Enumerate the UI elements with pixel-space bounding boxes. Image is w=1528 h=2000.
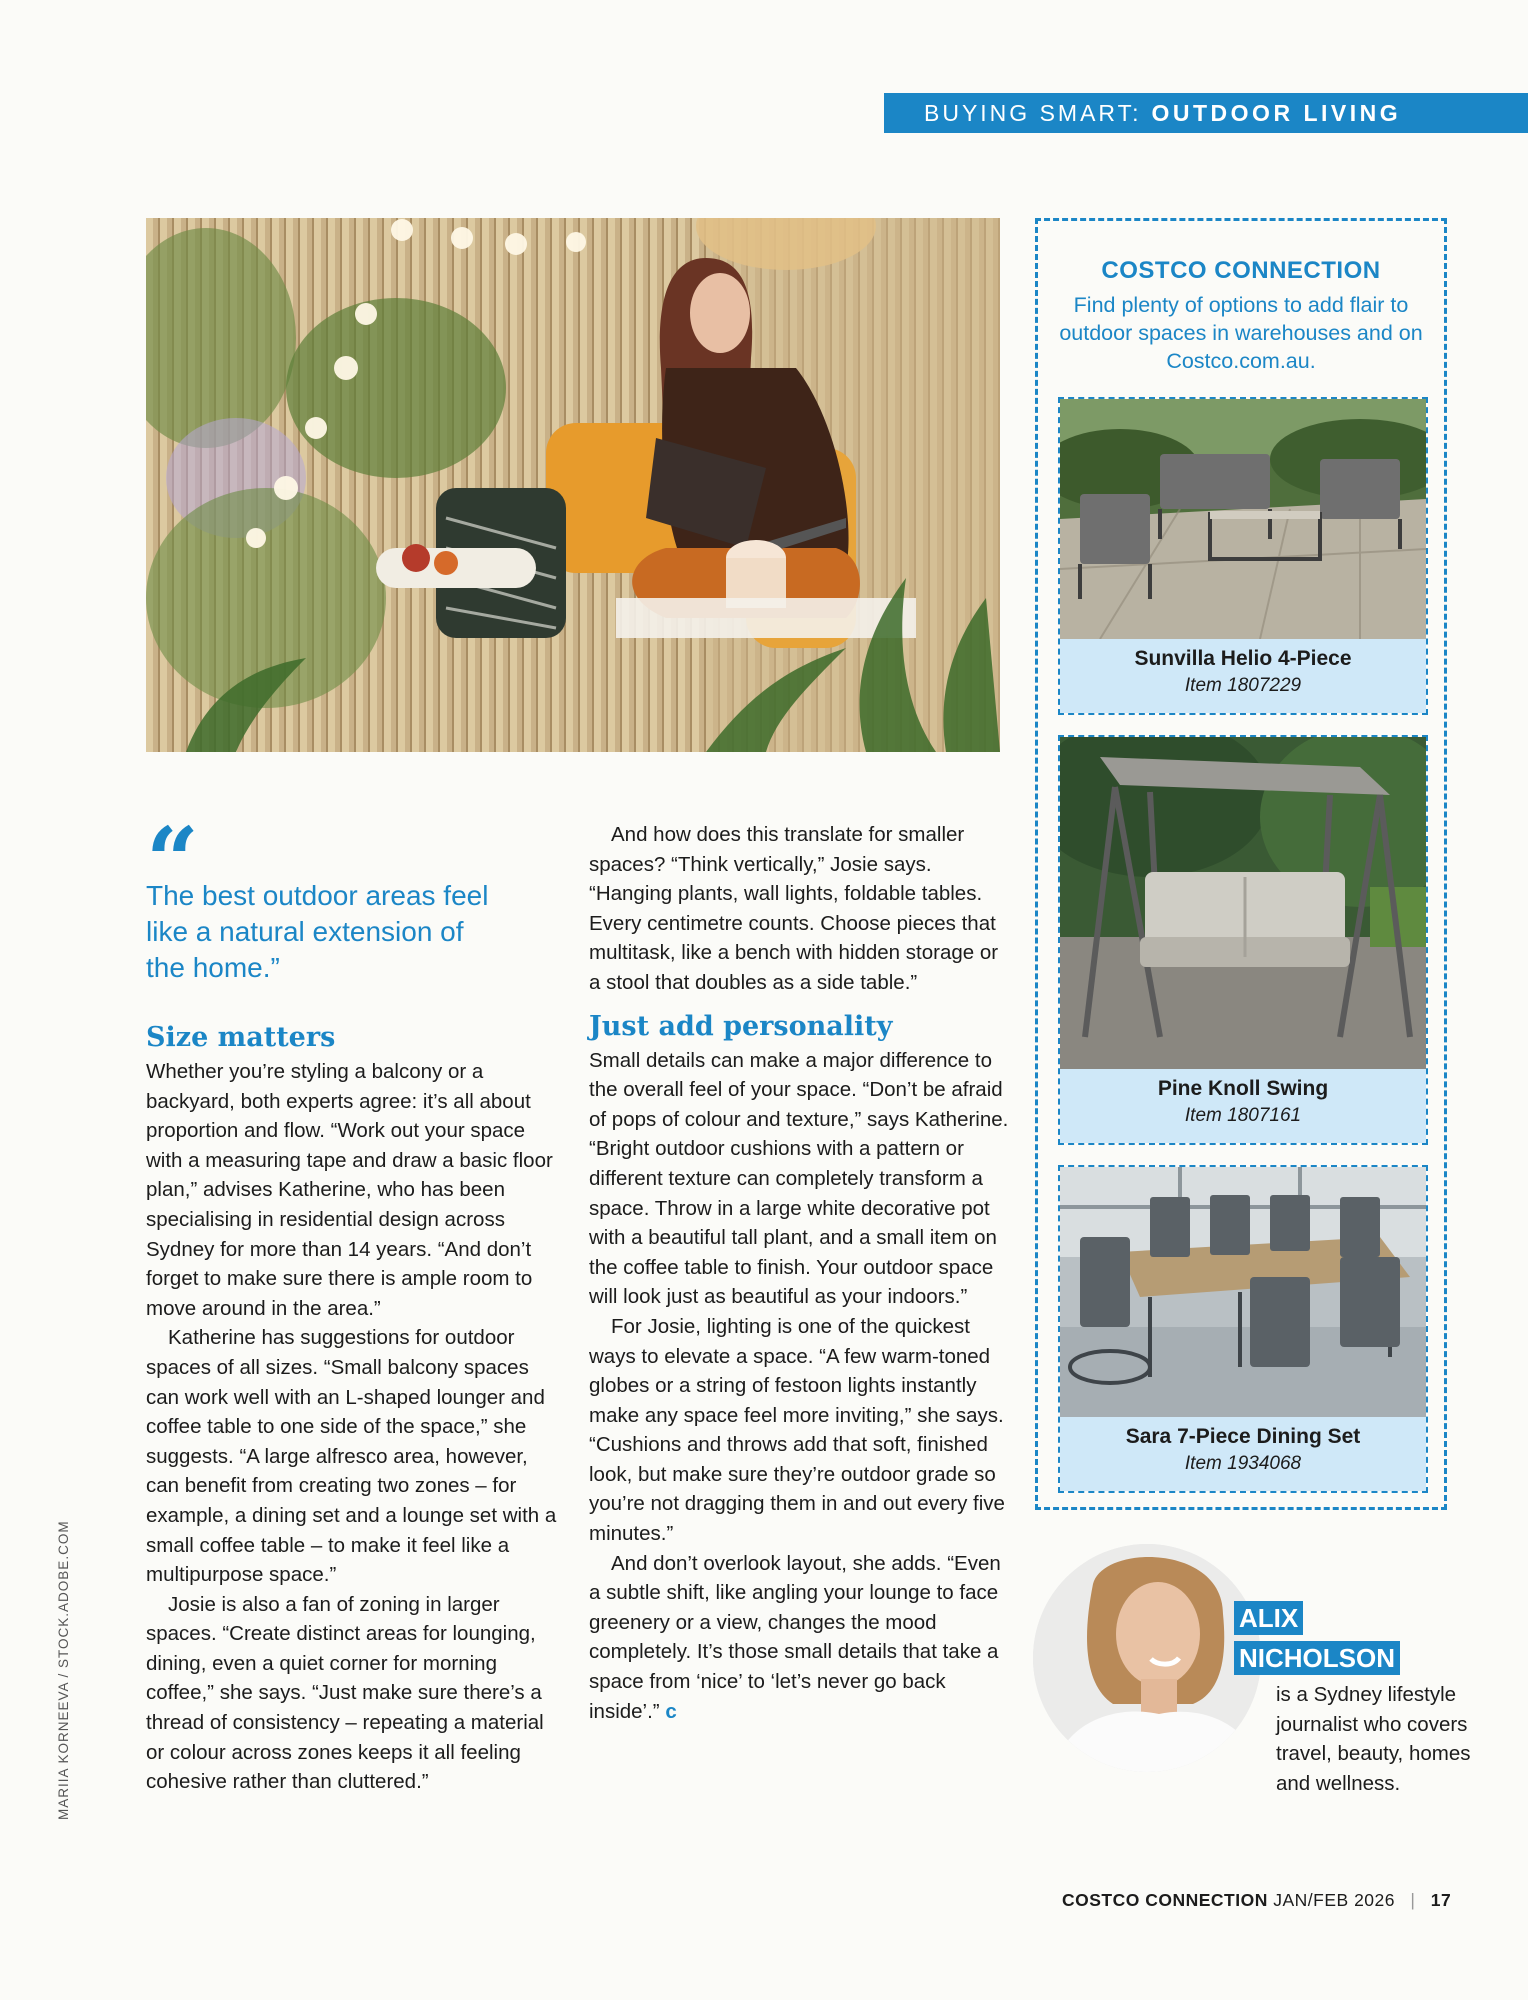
page-number: 17 — [1430, 1890, 1452, 1910]
product-caption — [1060, 639, 1426, 713]
end-mark-icon: c — [665, 1699, 677, 1723]
section-heading-just-add-personality: Just add personality — [589, 1010, 893, 1042]
article-paragraph: Small details can make a major difference to the overall feel of your space. “Don’t be afraid of pops of colour and texture,” says Katherine. “Bright outdoor cushions with a pattern or different texture can completely transform a space. Throw in a large white decorative pot with a beautiful tall plant, and a small item on the coffee table to finish. Your outdoor space will look just as beautiful as your indoors.” — [589, 1048, 1009, 1309]
author-last-name: NICHOLSON — [1234, 1641, 1400, 1675]
photo-credit: MARIIA KORNEEVA / STOCK.ADOBE.COM — [56, 1520, 71, 1820]
product-photo — [1060, 737, 1426, 1069]
hero-photo — [146, 218, 1000, 752]
footer-issue: JAN/FEB 2026 — [1273, 1890, 1395, 1910]
quote-mark: “ — [146, 807, 199, 915]
article-paragraph: Whether you’re styling a balcony or a backyard, both experts agree: it’s all about proportion and flow. “Work out your space with a measuring tape and draw a basic floor plan,” advises Katherine, who has been specialising in residential design across Sydney for more than 14 years. “And don’t forget to make sure there is ample room to move around in the area.” — [146, 1060, 553, 1320]
product-name: Sunvilla Helio 4-Piece — [1134, 647, 1352, 670]
author-bio: is a Sydney lifestyle journalist who covers travel, beauty, homes and wellness. — [1276, 1683, 1471, 1795]
article-paragraph — [589, 1549, 1009, 1727]
product-photo — [1060, 399, 1426, 639]
article-paragraph: Josie is also a fan of zoning in larger spaces. “Create distinct areas for lounging, dining, even a quiet corner for morning coffee,” she says. “Just make sure there’s a thread of consistency – repeating a material or colour across zones keeps it all feeling cohesive rather than cluttered.” — [146, 1592, 544, 1794]
sidebar-title: COSTCO CONNECTION — [1101, 257, 1381, 284]
product-photo — [1060, 1167, 1426, 1417]
article-paragraph: And how does this translate for smaller spaces? “Think vertically,” Josie says. “Hanging plants, wall lights, foldable tables. Every centimetre counts. Choose pieces that multitask, like a bench with hidden storage or a stool that doubles as a side table.” — [589, 823, 999, 994]
article-column-left — [146, 1021, 561, 1797]
footer-publication: COSTCO CONNECTION — [1062, 1890, 1268, 1910]
pull-quote: The best outdoor areas feel like a natural extension of the home.” — [146, 880, 489, 983]
product-name: Sara 7-Piece Dining Set — [1125, 1425, 1361, 1448]
section-label: BUYING SMART: — [924, 99, 1142, 126]
product-card-sunvilla-helio — [1058, 397, 1428, 715]
footer-separator: | — [1410, 1890, 1416, 1910]
article-paragraph-text: And don’t overlook layout, she adds. “Even a subtle shift, like angling your lounge to face greenery or a view, changes the mood completely. It’s those small details that take a space from ‘nice’ to ‘let’s never go back inside’.” — [589, 1551, 1001, 1723]
page-footer — [1062, 1890, 1451, 1911]
product-name: Pine Knoll Swing — [1157, 1077, 1329, 1100]
product-caption — [1060, 1069, 1426, 1143]
author-first-name: ALIX — [1234, 1601, 1303, 1635]
section-heading-size-matters: Size matters — [146, 1022, 336, 1053]
article-paragraph: Katherine has suggestions for outdoor spaces of all sizes. “Small balcony spaces can work well with an L-shaped lounger and coffee table to one side of the space,” she suggests. “A large alfresco area, however, can benefit from creating two zones – for example, a dining set and a lounge set with a small coffee table – to make it feel like a multipurpose space.” — [146, 1326, 557, 1587]
costco-connection-sidebar — [1035, 218, 1447, 1510]
article-column-middle — [589, 820, 1009, 1726]
product-card-pine-knoll-swing — [1058, 735, 1428, 1145]
sidebar-description: Find plenty of options to add flair to outdoor spaces in warehouses and on Costco.com.au. — [1059, 293, 1423, 373]
section-topic: OUTDOOR LIVING — [1151, 99, 1402, 126]
author-avatar — [1033, 1544, 1261, 1772]
product-card-sara-dining-set — [1058, 1165, 1428, 1493]
article-paragraph: For Josie, lighting is one of the quickest ways to elevate a space. “A few warm-toned globes or a string of festoon lights instantly make any space feel more inviting,” she says. “Cushions and throws add that soft, finished look, but make sure they’re outdoor grade so you’re not dragging them in and out every five minutes.” — [589, 1314, 1005, 1546]
product-item-number: Item 1807229 — [1184, 675, 1302, 696]
product-item-number: Item 1807161 — [1184, 1105, 1302, 1126]
section-header-bar — [884, 93, 1528, 133]
product-item-number: Item 1934068 — [1184, 1453, 1302, 1474]
product-caption — [1060, 1417, 1426, 1491]
